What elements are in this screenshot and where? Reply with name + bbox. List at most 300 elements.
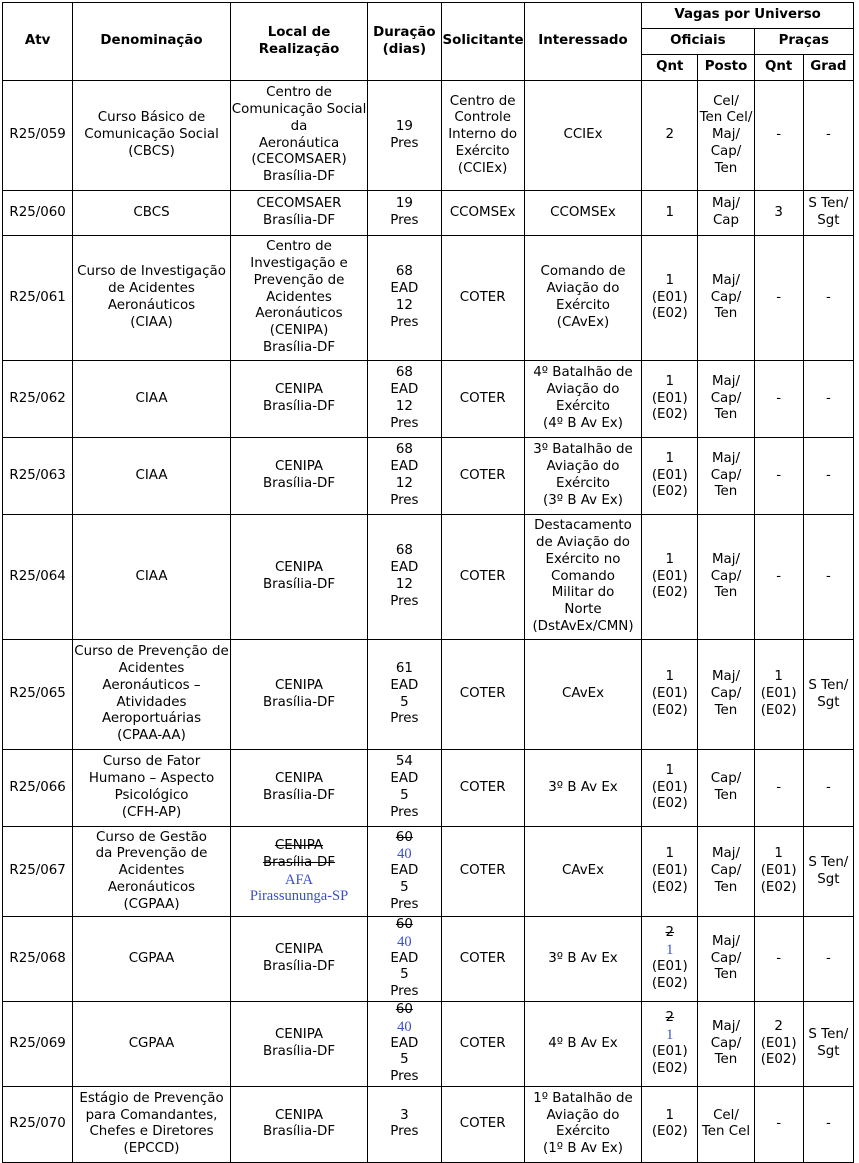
cell-solicitante xyxy=(441,81,524,191)
solicitante-line: COTER xyxy=(459,390,506,406)
cell-duracao xyxy=(368,191,441,236)
duracao-line: Pres xyxy=(390,415,419,431)
interessado-line: 3º B Av Ex xyxy=(548,779,618,795)
header-pracas: Praças xyxy=(754,29,853,55)
local-line: CENIPA xyxy=(274,771,324,787)
duracao-line: EAD xyxy=(390,459,419,475)
duracao-line: 5 xyxy=(400,788,409,803)
solicitante-line: COTER xyxy=(459,467,506,483)
pracas-qnt-line: - xyxy=(776,467,782,483)
cell-pracas-grad xyxy=(803,438,853,515)
oficiais-qnt-line: (E01) xyxy=(651,1043,688,1059)
cell-atv: R25/063 xyxy=(3,438,73,515)
cell-duracao xyxy=(368,81,441,191)
oficiais-posto-line: Cap/ xyxy=(710,390,742,406)
cell-solicitante xyxy=(441,1001,524,1086)
oficiais-qnt-line: (E02) xyxy=(651,1060,688,1076)
cell-atv: R25/066 xyxy=(3,750,73,827)
duracao-line: Pres xyxy=(390,135,419,151)
cell-denominacao xyxy=(73,81,231,191)
duracao-line: 5 xyxy=(400,967,409,983)
oficiais-posto-line: Cap/ xyxy=(710,686,742,702)
duracao-line: 68 xyxy=(395,442,413,458)
local-line: Brasília-DF xyxy=(262,577,336,592)
oficiais-posto-line: Cap/ xyxy=(710,1035,742,1051)
cell-local xyxy=(230,1001,367,1086)
local-new-line: AFA xyxy=(285,871,313,888)
cell-pracas-qnt xyxy=(754,81,803,191)
interessado-line: (DstAvEx/CMN) xyxy=(532,618,634,634)
solicitante-line: COTER xyxy=(459,568,506,584)
cell-pracas-qnt xyxy=(754,191,803,236)
denominacao-line: Curso de Prevenção de xyxy=(74,644,229,660)
header-pracas-grad: Grad xyxy=(803,55,853,81)
solicitante-line: COTER xyxy=(459,863,506,879)
duracao-struck-line: 60 xyxy=(395,1001,413,1017)
cell-pracas-qnt xyxy=(754,438,803,515)
cell-oficiais-posto xyxy=(698,515,754,640)
duracao-line: EAD xyxy=(390,560,419,576)
duracao-line: 12 xyxy=(395,399,413,414)
cell-oficiais-qnt xyxy=(642,750,698,827)
cell-pracas-qnt xyxy=(754,750,803,827)
interessado-line: Comando de xyxy=(540,264,626,280)
oficiais-posto-line: Maj/ xyxy=(711,846,740,862)
oficiais-qnt-line: (E01) xyxy=(651,289,688,305)
oficiais-posto-line: Ten Cel/ xyxy=(699,110,753,126)
cell-duracao xyxy=(368,827,441,917)
oficiais-posto-line: Ten xyxy=(714,306,738,322)
oficiais-posto-line: Maj/ xyxy=(711,669,740,685)
cell-interessado xyxy=(524,191,641,236)
cell-denominacao xyxy=(73,191,231,236)
cell-pracas-grad xyxy=(803,361,853,438)
oficiais-qnt-line: (E01) xyxy=(651,390,688,406)
cell-atv: R25/062 xyxy=(3,361,73,438)
pracas-grad-line: S Ten/ xyxy=(808,1027,849,1043)
local-line: Brasília-DF xyxy=(262,1124,336,1140)
interessado-line: de Aviação do xyxy=(536,535,630,550)
cell-pracas-qnt xyxy=(754,917,803,1002)
oficiais-posto-line: Maj/ xyxy=(711,127,740,143)
local-line: Comunicação Social xyxy=(231,101,367,117)
local-line: CENIPA xyxy=(274,1027,324,1043)
table-row xyxy=(3,81,854,191)
interessado-line: CCIEx xyxy=(563,127,603,143)
denominacao-line: (CPAA-AA) xyxy=(117,728,186,744)
local-struck-line: Brasília-DF xyxy=(262,854,336,870)
duracao-line: Pres xyxy=(390,804,419,820)
cell-oficiais-posto xyxy=(698,81,754,191)
oficiais-posto-line: Ten xyxy=(714,160,738,176)
cell-denominacao xyxy=(73,917,231,1002)
local-line: Aeronáutica xyxy=(258,135,340,151)
cell-denominacao xyxy=(73,750,231,827)
cell-local xyxy=(230,1086,367,1162)
solicitante-line: CCOMSEx xyxy=(449,204,516,220)
solicitante-line: (CCIEx) xyxy=(457,160,508,176)
denominacao-line: Psicológico xyxy=(114,788,189,803)
header-local-line: Local de xyxy=(267,24,331,40)
pracas-qnt-line: (E01) xyxy=(760,686,797,702)
duracao-line: 19 xyxy=(395,196,413,212)
cell-atv: R25/068 xyxy=(3,917,73,1002)
denominacao-line: Acidentes xyxy=(118,660,185,676)
denominacao-line: Acidentes xyxy=(118,863,185,879)
duracao-line: 3 xyxy=(400,1107,409,1123)
oficiais-posto-line: Ten xyxy=(714,484,738,500)
interessado-line: 4º B Av Ex xyxy=(548,1035,618,1051)
cell-local xyxy=(230,81,367,191)
oficiais-qnt-line: (E02) xyxy=(651,879,688,895)
table-row xyxy=(3,1086,854,1162)
oficiais-qnt-line: 1 xyxy=(665,762,675,778)
local-line: CENIPA xyxy=(274,382,324,398)
oficiais-qnt-line: (E01) xyxy=(651,686,688,702)
oficiais-posto-line: Ten Cel xyxy=(701,1124,751,1140)
denominacao-line: da Prevenção de xyxy=(95,846,208,862)
pracas-qnt-line: 1 xyxy=(774,846,783,862)
cell-solicitante xyxy=(441,438,524,515)
duracao-line: EAD xyxy=(390,771,419,787)
interessado-line: Aviação do xyxy=(546,281,620,297)
cell-oficiais-qnt xyxy=(642,361,698,438)
cell-pracas-qnt xyxy=(754,1086,803,1162)
oficiais-qnt-line: (E02) xyxy=(651,484,688,500)
cell-oficiais-posto xyxy=(698,191,754,236)
oficiais-qnt-line: (E01) xyxy=(651,779,688,795)
local-line: CENIPA xyxy=(274,942,324,958)
local-line: Acidentes xyxy=(266,289,332,305)
local-line: CENIPA xyxy=(274,677,324,693)
denominacao-line: Aeroportuárias xyxy=(101,711,202,727)
denominacao-line: (CIAA) xyxy=(130,314,173,330)
solicitante-line: COTER xyxy=(459,289,506,305)
cell-pracas-grad xyxy=(803,515,853,640)
table-row xyxy=(3,236,854,361)
interessado-line: 3º Batalhão de xyxy=(533,442,633,458)
cell-duracao xyxy=(368,917,441,1002)
cell-denominacao xyxy=(73,1086,231,1162)
local-line: Brasília-DF xyxy=(262,339,336,355)
cell-interessado xyxy=(524,1086,641,1162)
cell-pracas-qnt xyxy=(754,827,803,917)
cell-oficiais-posto xyxy=(698,438,754,515)
cell-oficiais-posto xyxy=(698,640,754,750)
cell-interessado xyxy=(524,917,641,1002)
denominacao-line: Curso Básico de xyxy=(97,110,206,126)
cell-denominacao xyxy=(73,361,231,438)
header-local xyxy=(230,3,367,81)
header-interessado: Interessado xyxy=(524,3,641,81)
cell-solicitante xyxy=(441,236,524,361)
cell-oficiais-qnt xyxy=(642,640,698,750)
header-pracas-qnt: Qnt xyxy=(754,55,803,81)
oficiais-qnt-line: (E01) xyxy=(651,863,688,879)
pracas-grad-line: - xyxy=(825,950,831,966)
interessado-line: Aviação do xyxy=(546,1107,620,1123)
local-new-line: Pirassununga-SP xyxy=(249,888,349,905)
oficiais-qnt-line: 1 xyxy=(665,1107,675,1123)
cell-local xyxy=(230,917,367,1002)
oficiais-posto-line: Maj/ xyxy=(711,450,740,466)
local-line: Centro de xyxy=(266,85,332,101)
pracas-qnt-line: 1 xyxy=(774,669,783,685)
duracao-line: Pres xyxy=(390,1069,419,1085)
pracas-grad-line: Sgt xyxy=(817,694,840,710)
duracao-line: Pres xyxy=(390,213,419,228)
oficiais-qnt-line: (E02) xyxy=(651,306,688,322)
interessado-line: Exército no xyxy=(545,551,621,567)
denominacao-line: CBCS xyxy=(133,204,170,220)
interessado-line: Norte xyxy=(564,602,602,618)
pracas-qnt-line: 3 xyxy=(774,204,783,220)
oficiais-qnt-line: 1 xyxy=(665,669,675,685)
oficiais-qnt-line: (E02) xyxy=(651,796,688,812)
pracas-qnt-line: 2 xyxy=(774,1018,783,1034)
duracao-line: EAD xyxy=(390,950,419,966)
solicitante-line: Interno do xyxy=(448,127,518,143)
local-line: CENIPA xyxy=(274,560,324,576)
denominacao-line: para Comandantes, xyxy=(85,1107,218,1123)
cell-solicitante xyxy=(441,361,524,438)
interessado-line: (4º B Av Ex) xyxy=(543,415,623,431)
pracas-grad-line: S Ten/ xyxy=(808,677,849,693)
oficiais-qnt-line: (E01) xyxy=(651,467,688,483)
interessado-line: (3º B Av Ex) xyxy=(543,492,623,508)
duracao-struck-line: 60 xyxy=(395,917,413,932)
denominacao-line: Humano – Aspecto xyxy=(88,771,215,787)
header-oficiais-posto: Posto xyxy=(698,55,754,81)
solicitante-line: COTER xyxy=(459,686,506,702)
pracas-grad-line: Sgt xyxy=(817,871,840,887)
interessado-line: Exército xyxy=(556,298,610,313)
cell-pracas-grad xyxy=(803,236,853,361)
oficiais-posto-line: Ten xyxy=(714,879,738,895)
header-duracao-line: Duração xyxy=(373,24,436,40)
oficiais-qnt-line: (E01) xyxy=(651,958,688,974)
pracas-qnt-line: - xyxy=(776,1116,782,1132)
pracas-grad-line: - xyxy=(825,568,831,584)
solicitante-line: Exército xyxy=(455,143,510,159)
cell-interessado xyxy=(524,827,641,917)
duracao-struck-line: 60 xyxy=(395,829,413,845)
duracao-line: EAD xyxy=(390,281,419,297)
cell-duracao xyxy=(368,1086,441,1162)
table-row xyxy=(3,917,854,1002)
denominacao-line: Estágio de Prevenção xyxy=(79,1090,224,1106)
denominacao-line: Aeronáuticos xyxy=(107,298,196,313)
pracas-grad-line: - xyxy=(825,779,831,795)
pracas-grad-line: S Ten/ xyxy=(808,854,849,870)
interessado-line: 4º Batalhão de xyxy=(533,365,633,381)
pracas-grad-line: Sgt xyxy=(817,1043,840,1059)
courses-table xyxy=(2,2,854,1163)
cell-solicitante xyxy=(441,1086,524,1162)
cell-pracas-qnt xyxy=(754,236,803,361)
cell-oficiais-qnt xyxy=(642,191,698,236)
cell-interessado xyxy=(524,515,641,640)
interessado-line: Militar do xyxy=(551,585,615,601)
header-local-line: Realização xyxy=(258,41,340,57)
table-row xyxy=(3,361,854,438)
duracao-line: Pres xyxy=(390,711,419,727)
oficiais-posto-line: Cap xyxy=(712,213,740,228)
cell-duracao xyxy=(368,438,441,515)
table-row xyxy=(3,515,854,640)
duracao-line: 19 xyxy=(395,118,413,134)
oficiais-qnt-line: 1 xyxy=(665,204,675,220)
interessado-line: Exército xyxy=(556,399,610,414)
oficiais-posto-line: Cap/ xyxy=(710,143,742,159)
cell-solicitante xyxy=(441,515,524,640)
cell-pracas-qnt xyxy=(754,640,803,750)
duracao-line: EAD xyxy=(390,382,419,398)
cell-pracas-qnt xyxy=(754,361,803,438)
cell-solicitante xyxy=(441,640,524,750)
oficiais-qnt-line: 1 xyxy=(665,846,675,862)
duracao-line: Pres xyxy=(390,593,419,609)
pracas-qnt-line: - xyxy=(776,289,782,305)
interessado-line: Destacamento xyxy=(534,518,632,534)
oficiais-posto-line: Maj/ xyxy=(711,373,740,389)
cell-pracas-qnt xyxy=(754,515,803,640)
local-line: Prevenção de xyxy=(253,272,345,288)
oficiais-posto-line: Cap/ xyxy=(710,289,742,305)
local-line: Brasília-DF xyxy=(262,399,336,414)
duracao-new-line: 40 xyxy=(397,1018,412,1035)
cell-local xyxy=(230,827,367,917)
pracas-grad-line: - xyxy=(825,390,831,406)
cell-oficiais-qnt xyxy=(642,515,698,640)
cell-local xyxy=(230,361,367,438)
pracas-qnt-line: (E02) xyxy=(760,879,797,895)
cell-oficiais-posto xyxy=(698,361,754,438)
denominacao-line: de Acidentes xyxy=(108,281,195,297)
oficiais-posto-line: Ten xyxy=(714,967,738,983)
cell-local xyxy=(230,515,367,640)
oficiais-qnt-new-line: 1 xyxy=(666,942,674,959)
pracas-qnt-line: - xyxy=(776,950,782,966)
solicitante-line: COTER xyxy=(459,779,506,795)
cell-oficiais-qnt xyxy=(642,827,698,917)
denominacao-line: CGPAA xyxy=(128,950,175,966)
pracas-grad-line: - xyxy=(825,127,831,143)
interessado-line: CAvEx xyxy=(561,863,605,879)
solicitante-line: COTER xyxy=(459,950,506,966)
pracas-qnt-line: (E01) xyxy=(760,1035,797,1051)
cell-pracas-grad xyxy=(803,1086,853,1162)
pracas-qnt-line: (E02) xyxy=(760,1052,797,1068)
header-oficiais: Oficiais xyxy=(642,29,754,55)
cell-pracas-grad xyxy=(803,640,853,750)
local-line: Brasília-DF xyxy=(262,1043,336,1059)
pracas-qnt-line: - xyxy=(776,390,782,406)
denominacao-line: Curso de Fator xyxy=(102,754,201,770)
interessado-line: Exército xyxy=(556,476,610,491)
cell-pracas-grad xyxy=(803,827,853,917)
cell-atv: R25/065 xyxy=(3,640,73,750)
duracao-line: Pres xyxy=(390,1124,419,1140)
header-oficiais-qnt: Qnt xyxy=(642,55,698,81)
denominacao-line: Comunicação Social xyxy=(84,127,219,143)
pracas-grad-line: - xyxy=(825,289,831,305)
cell-local xyxy=(230,191,367,236)
oficiais-posto-line: Maj/ xyxy=(711,272,740,288)
pracas-qnt-line: (E02) xyxy=(760,702,797,718)
duracao-line: EAD xyxy=(390,677,419,693)
table-row xyxy=(3,827,854,917)
oficiais-posto-line: Ten xyxy=(714,788,738,803)
duracao-line: 54 xyxy=(395,754,413,770)
header-atv: Atv xyxy=(3,3,73,81)
cell-oficiais-posto xyxy=(698,827,754,917)
local-line: CENIPA xyxy=(274,1107,324,1123)
denominacao-line: Aeronáuticos xyxy=(107,879,196,895)
cell-duracao xyxy=(368,515,441,640)
oficiais-qnt-struck-line: 2 xyxy=(665,1010,675,1026)
oficiais-posto-line: Maj/ xyxy=(711,933,740,949)
cell-oficiais-qnt xyxy=(642,81,698,191)
cell-local xyxy=(230,750,367,827)
oficiais-qnt-line: 1 xyxy=(665,450,675,466)
local-line: (CECOMSAER) xyxy=(251,152,347,168)
cell-oficiais-posto xyxy=(698,1001,754,1086)
oficiais-qnt-new-line: 1 xyxy=(666,1027,674,1044)
cell-oficiais-posto xyxy=(698,1086,754,1162)
cell-atv: R25/070 xyxy=(3,1086,73,1162)
cell-atv: R25/061 xyxy=(3,236,73,361)
cell-interessado xyxy=(524,81,641,191)
cell-duracao xyxy=(368,750,441,827)
cell-oficiais-posto xyxy=(698,750,754,827)
duracao-line: 5 xyxy=(400,879,409,895)
denominacao-line: (EPCCD) xyxy=(123,1141,180,1157)
duracao-line: Pres xyxy=(390,492,419,508)
local-line: da xyxy=(290,118,308,134)
denominacao-line: (CGPAA) xyxy=(123,896,180,912)
duracao-line: 5 xyxy=(400,1052,409,1068)
cell-interessado xyxy=(524,1001,641,1086)
pracas-qnt-line: - xyxy=(776,568,782,584)
duracao-line: 12 xyxy=(395,476,413,491)
cell-interessado xyxy=(524,236,641,361)
interessado-line: Comando xyxy=(551,568,615,584)
denominacao-line: Chefes e Diretores xyxy=(89,1124,214,1140)
cell-oficiais-qnt xyxy=(642,438,698,515)
denominacao-line: Aeronáuticos – xyxy=(102,677,201,693)
duracao-line: 68 xyxy=(395,365,413,381)
table-row xyxy=(3,1001,854,1086)
cell-denominacao xyxy=(73,515,231,640)
denominacao-line: CIAA xyxy=(135,467,168,483)
duracao-line: 68 xyxy=(395,264,413,280)
solicitante-line: COTER xyxy=(459,1035,506,1051)
local-line: Aeronáuticos xyxy=(255,306,343,322)
cell-pracas-grad xyxy=(803,917,853,1002)
pracas-qnt-line: - xyxy=(776,127,782,143)
interessado-line: CAvEx xyxy=(561,686,605,702)
oficiais-posto-line: Cap/ xyxy=(710,863,742,879)
oficiais-qnt-line: 1 xyxy=(665,272,675,288)
cell-atv: R25/060 xyxy=(3,191,73,236)
solicitante-line: Controle xyxy=(454,110,511,126)
duracao-line: Pres xyxy=(390,984,419,1000)
duracao-line: EAD xyxy=(390,863,419,879)
oficiais-posto-line: Cap/ xyxy=(710,467,742,483)
interessado-line: (1º B Av Ex) xyxy=(543,1141,623,1157)
header-duracao-line: (dias) xyxy=(382,41,427,57)
